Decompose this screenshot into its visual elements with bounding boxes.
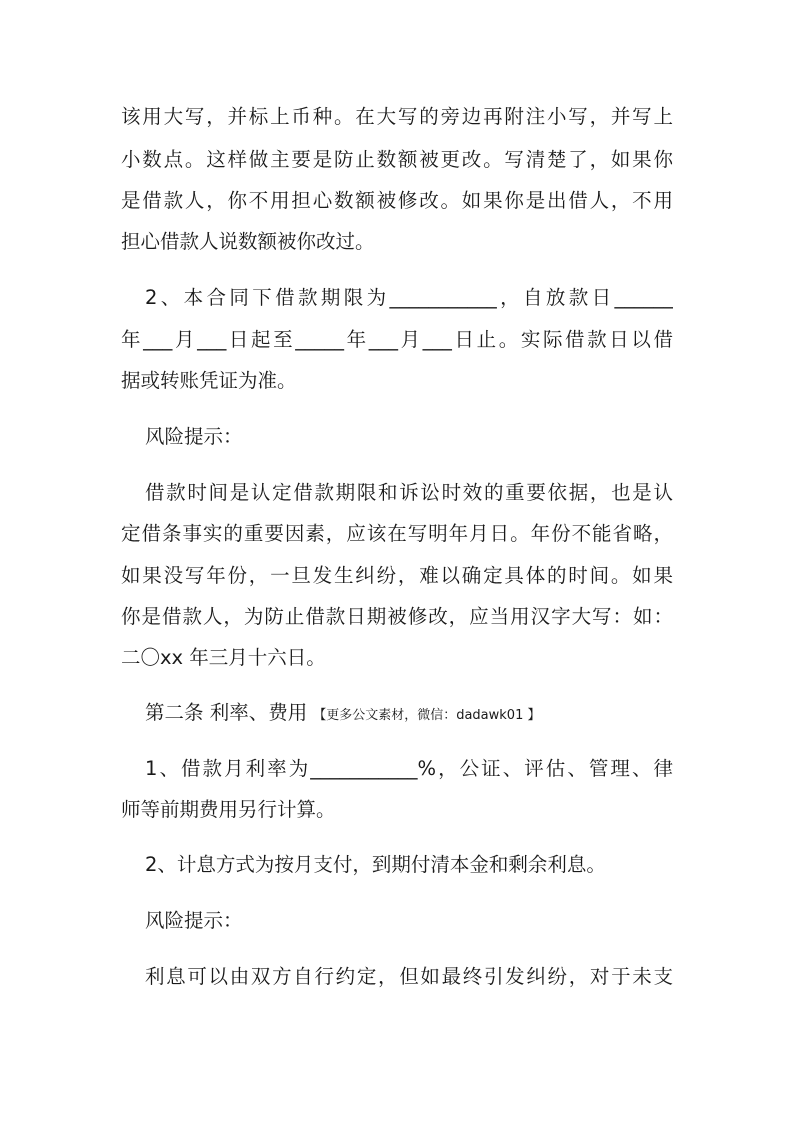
paragraph-line: 利息可以由双方自行约定，但如最终引发纠纷，对于未支: [145, 965, 673, 988]
paragraph-line: 小数点。这样做主要是防止数额被更改。写清楚了，如果你: [121, 148, 673, 171]
paragraph-line: 是借款人，你不用担心数额被修改。如果你是出借人，不用: [121, 189, 673, 212]
paragraph-line: 该用大写，并标上币种。在大写的旁边再附注小写，并写上: [121, 105, 673, 128]
paragraph-line: 定借条事实的重要因素，应该在写明年月日。年份不能省略，: [121, 522, 673, 545]
promo-note: 【更多公文素材，微信：dadawk01 】: [313, 708, 541, 723]
paragraph-line: 据或转账凭证为准。: [121, 369, 297, 392]
article-title: 第二条 利率、费用: [145, 701, 308, 724]
risk-notice-heading: 风险提示：: [145, 425, 243, 448]
paragraph-line: 借款时间是认定借款期限和诉讼时效的重要依据，也是认: [145, 481, 673, 504]
loan-term-clause: 2、本合同下借款期限为___________，自放款日______: [145, 286, 673, 309]
paragraph-line: 如果没写年份，一旦发生纠纷，难以确定具体的时间。如果: [121, 564, 673, 587]
paragraph-line: 二〇xx 年三月十六日。: [121, 646, 326, 669]
article-heading: [145, 700, 673, 729]
paragraph-line: 你是借款人，为防止借款日期被修改，应当用汉字大写：如：: [121, 605, 673, 628]
paragraph-line: 师等前期费用另行计算。: [121, 798, 336, 821]
paragraph-line: 担心借款人说数额被你改过。: [121, 230, 375, 253]
paragraph-line: 年___月___日起至_____年___月___日止。实际借款日以借: [121, 328, 673, 351]
interest-rate-clause: 1、借款月利率为___________%，公证、评估、管理、律: [145, 757, 673, 780]
interest-payment-clause: 2、计息方式为按月支付，到期付清本金和剩余利息。: [145, 853, 606, 876]
risk-notice-heading: 风险提示：: [145, 909, 243, 932]
